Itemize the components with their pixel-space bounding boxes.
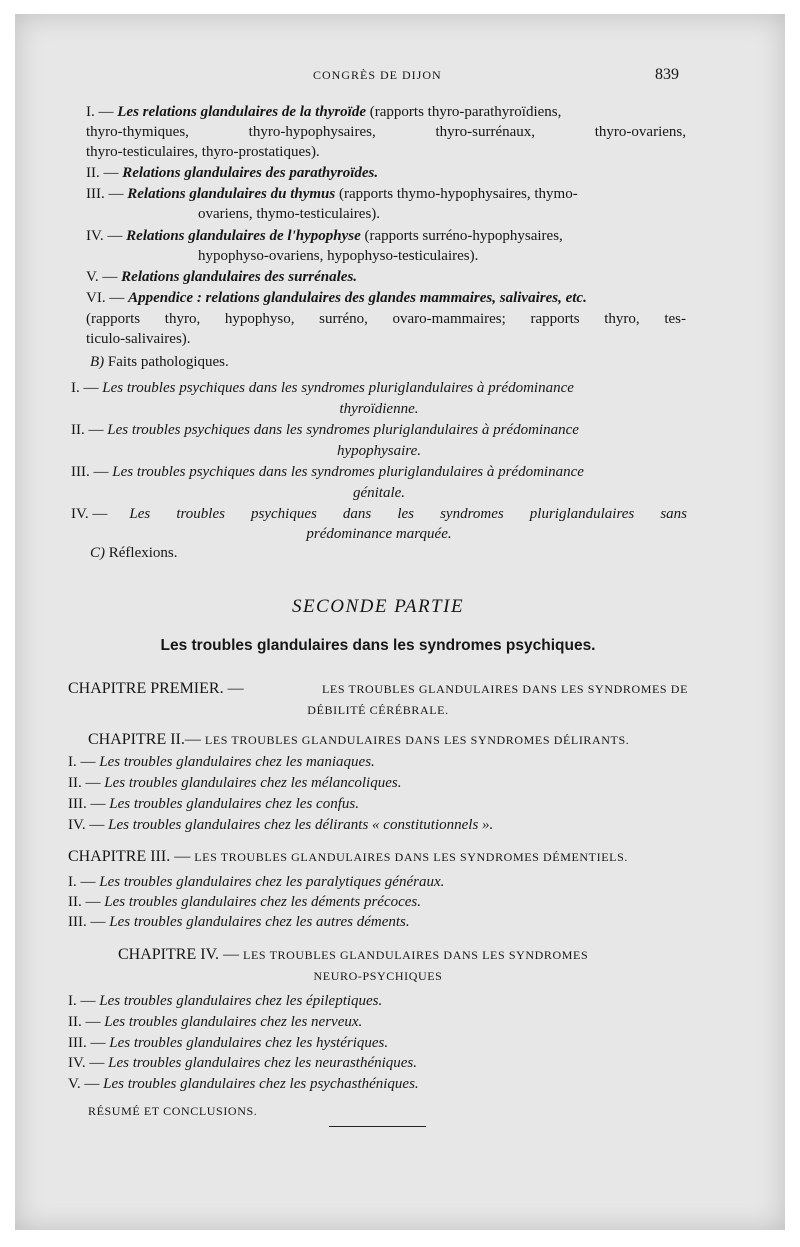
part-subtitle: Les troubles glandulaires dans les syndromes psychiques. (160, 637, 596, 654)
list-item-cont: génitale. (352, 485, 406, 501)
list-item-cont: thyro-thymiques, thyro-hypophysaires, thyro-surrénaux, thyro-ovariens, (86, 124, 686, 140)
list-item: II. — Relations glandulaires des parathyroïdes. (86, 165, 379, 181)
list-item-cont: prédominance marquée. (306, 526, 452, 542)
list-item: IV. — Les troubles psychiques dans les syndromes pluriglandulaires sans (71, 506, 687, 522)
list-item-cont: ovariens, thymo-testiculaires). (198, 206, 381, 222)
list-item: IV. — Relations glandulaires de l'hypophyse (rapports surréno-hypophysaires, (86, 228, 563, 244)
chapter-heading: CHAPITRE IV. — LES TROUBLES GLANDULAIRES DANS LES SYNDROMES (118, 946, 589, 963)
chapter-heading: CHAPITRE III. — LES TROUBLES GLANDULAIRES DANS LES SYNDROMES DÉMENTIELS. (68, 848, 628, 865)
list-item-cont: ticulo-salivaires). (86, 331, 191, 347)
chapter-heading-cont: NEURO-PSYCHIQUES (313, 969, 443, 983)
list-item: III. — Les troubles psychiques dans les syndromes pluriglandulaires à prédominance (71, 464, 584, 480)
list-item: III. — Les troubles glandulaires chez les autres déments. (68, 914, 410, 930)
chapter-heading: CHAPITRE PREMIER. — LES TROUBLES GLANDULAIRES DANS LES SYNDROMES DE (68, 680, 688, 697)
list-item: I. — Les troubles glandulaires chez les épileptiques. (68, 993, 383, 1009)
list-item: II. — Les troubles glandulaires chez les mélancoliques. (68, 775, 402, 791)
conclusion-heading: RÉSUMÉ ET CONCLUSIONS. (88, 1104, 258, 1118)
closing-rule (329, 1126, 426, 1127)
list-item: II. — Les troubles glandulaires chez les déments précoces. (68, 894, 422, 910)
section-heading-c: C) Réflexions. (90, 545, 178, 561)
list-item: I. — Les troubles glandulaires chez les maniaques. (68, 754, 375, 770)
list-item: III. — Relations glandulaires du thymus (rapports thymo-hypophysaires, thymo- (86, 186, 578, 202)
list-item-cont: hypophyso-ovariens, hypophyso-testiculaires). (198, 248, 479, 264)
list-item: II. — Les troubles psychiques dans les syndromes pluriglandulaires à prédominance (71, 422, 579, 438)
list-item: V. — Les troubles glandulaires chez les psychasthéniques. (68, 1076, 419, 1092)
list-item: III. — Les troubles glandulaires chez les hystériques. (68, 1035, 389, 1051)
page-number: 839 (655, 66, 679, 83)
list-item: V. — Relations glandulaires des surrénales. (86, 269, 358, 285)
list-item: III. — Les troubles glandulaires chez les confus. (68, 796, 359, 812)
running-title: CONGRÈS DE DIJON (313, 68, 442, 82)
list-item: IV. — Les troubles glandulaires chez les neurasthéniques. (68, 1055, 418, 1071)
list-item-cont: thyro-testiculaires, thyro-prostatiques). (86, 144, 320, 160)
section-heading-b: B) Faits pathologiques. (90, 354, 229, 370)
list-item: IV. — Les troubles glandulaires chez les délirants « constitutionnels ». (68, 817, 494, 833)
chapter-heading: CHAPITRE II.— LES TROUBLES GLANDULAIRES DANS LES SYNDROMES DÉLIRANTS. (88, 731, 630, 748)
list-item-cont: thyroïdienne. (339, 401, 419, 417)
list-item-cont: hypophysaire. (336, 443, 421, 459)
list-item: I. — Les troubles psychiques dans les syndromes pluriglandulaires à prédominance (71, 380, 574, 396)
list-item-cont: (rapports thyro, hypophyso, surréno, ovaro-mammaires; rapports thyro, tes- (86, 311, 686, 327)
part-title: SECONDE PARTIE (291, 596, 465, 617)
chapter-heading-cont: DÉBILITÉ CÉRÉBRALE. (307, 703, 449, 717)
list-item: II. — Les troubles glandulaires chez les nerveux. (68, 1014, 363, 1030)
list-item: VI. — Appendice : relations glandulaires des glandes mammaires, salivaires, etc. (86, 290, 587, 306)
list-item: I. — Les relations glandulaires de la thyroïde (rapports thyro-parathyroïdiens, (86, 104, 562, 120)
list-item: I. — Les troubles glandulaires chez les paralytiques généraux. (68, 874, 445, 890)
